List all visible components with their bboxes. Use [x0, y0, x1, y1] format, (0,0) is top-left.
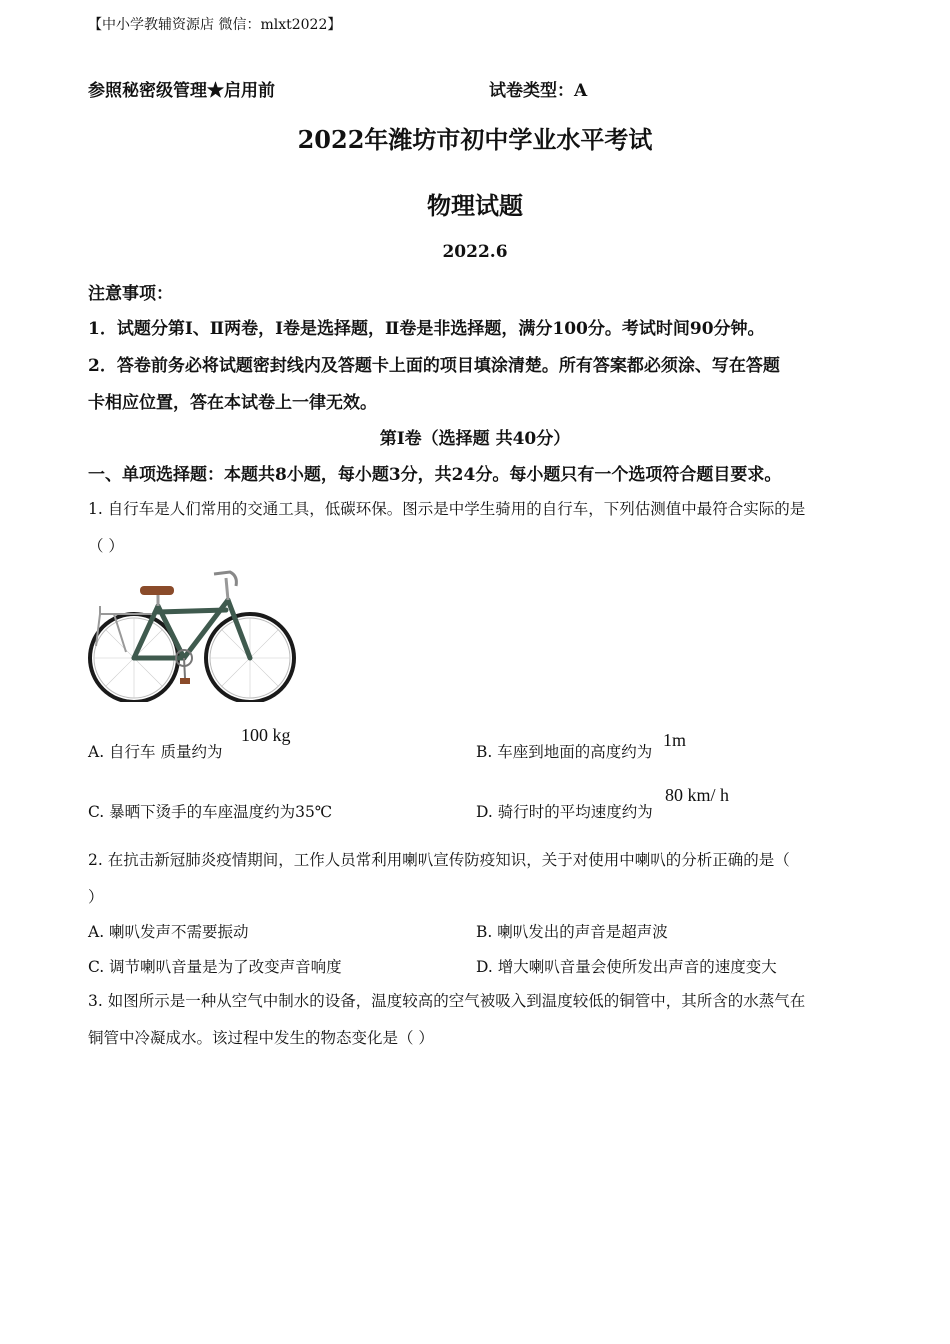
option-d-text: D. 骑行时的平均速度约为	[476, 803, 653, 821]
question-1-option-a	[88, 740, 222, 762]
note-item-1: 1．试题分第Ⅰ、Ⅱ两卷，Ⅰ卷是选择题，Ⅱ卷是非选择题，满分100分。考试时间90分钟。	[88, 319, 765, 339]
question-1-line-2: （ ）	[88, 537, 124, 555]
question-1-option-b	[476, 740, 652, 762]
option-d-value: 80 km/ h	[665, 785, 730, 805]
note-item-2-line-1: 2．答卷前务必将试题密封线内及答题卡上面的项目填涂清楚。所有答案都必须涂、写在答题	[88, 356, 780, 376]
paper-type-label: 试卷类型：A	[489, 81, 588, 101]
question-2-line-2: ）	[88, 888, 104, 906]
question-2-option-c: C. 调节喇叭音量是为了改变声音响度	[88, 958, 342, 976]
part-heading: 第Ⅰ卷（选择题 共40分）	[379, 429, 571, 449]
note-item-2-line-2: 卡相应位置，答在本试卷上一律无效。	[88, 393, 377, 413]
question-2-line-1: 2. 在抗击新冠肺炎疫情期间，工作人员常利用喇叭宣传防疫知识，关于对使用中喇叭的分析正确的是（	[88, 851, 790, 869]
question-3-line-1: 3. 如图所示是一种从空气中制水的设备，温度较高的空气被吸入到温度较低的铜管中，其所含的水蒸气在	[88, 992, 806, 1010]
question-1-option-d	[476, 800, 653, 822]
watermark: 【中小学教辅资源店 微信：mlxt2022】	[88, 17, 342, 33]
exam-title: 2022年潍坊市初中学业水平考试	[297, 125, 653, 154]
question-2-option-b: B. 喇叭发出的声音是超声波	[476, 923, 668, 941]
option-a-text: A. 自行车 质量约为	[88, 743, 223, 761]
question-1-line-1: 1. 自行车是人们常用的交通工具，低碳环保。图示是中学生骑用的自行车，下列估测值中最符合实际的是	[88, 500, 806, 518]
confidentiality-label: 参照秘密级管理★启用前	[88, 81, 275, 101]
exam-subtitle: 物理试题	[427, 191, 523, 220]
question-3-line-2: 铜管中冷凝成水。该过程中发生的物态变化是（ ）	[88, 1029, 434, 1047]
option-b-text: B. 车座到地面的高度约为	[476, 743, 653, 761]
question-2-option-a: A. 喇叭发声不需要振动	[88, 923, 249, 941]
bicycle-image	[86, 566, 298, 702]
exam-date: 2022.6	[442, 242, 508, 262]
question-1-option-c: C. 暴晒下烫手的车座温度约为35℃	[88, 803, 333, 821]
notes-heading: 注意事项：	[88, 284, 173, 304]
option-b-value: 1m	[663, 730, 687, 750]
section-heading: 一、单项选择题：本题共8小题，每小题3分，共24分。每小题只有一个选项符合题目要求。	[88, 465, 782, 485]
question-2-option-d: D. 增大喇叭音量会使所发出声音的速度变大	[476, 958, 777, 976]
option-a-value: 100 kg	[241, 725, 291, 745]
